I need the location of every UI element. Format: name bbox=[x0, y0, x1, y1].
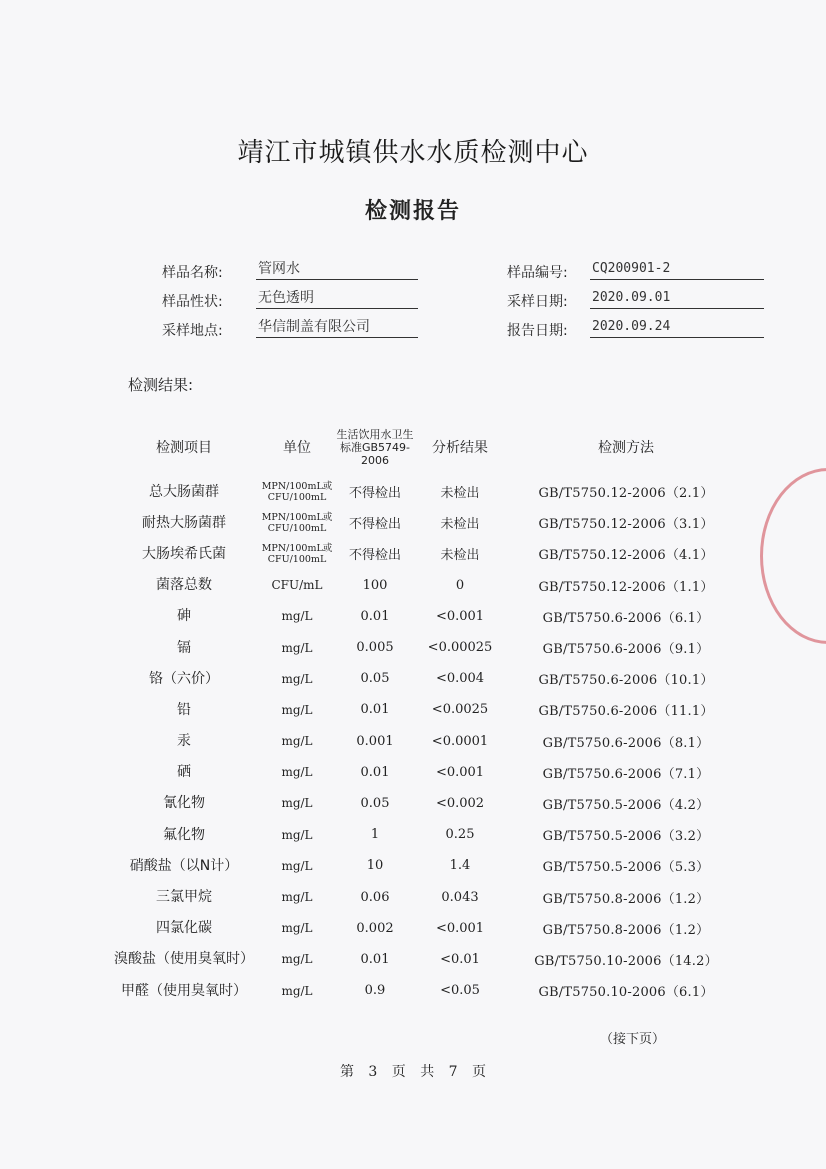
header-method: 检测方法 bbox=[598, 440, 654, 456]
row-result: 1.4 bbox=[449, 858, 471, 874]
row-standard: 0.01 bbox=[360, 764, 390, 780]
row-unit: mg/L bbox=[281, 734, 313, 749]
table-row bbox=[108, 538, 748, 569]
row-unit: mg/L bbox=[281, 609, 313, 624]
row-method: GB/T5750.6-2006（10.1） bbox=[538, 673, 714, 689]
row-standard: 不得检出 bbox=[348, 486, 401, 502]
header-unit: 单位 bbox=[283, 440, 311, 456]
sample-date-label: 采样日期: bbox=[507, 294, 568, 310]
row-item: 砷 bbox=[177, 608, 191, 625]
sample-location-value: 华信制盖有限公司 bbox=[256, 317, 418, 338]
table-row bbox=[108, 476, 748, 507]
row-result: <0.001 bbox=[435, 608, 485, 624]
row-unit: MPN/100mL或CFU/100mL bbox=[261, 480, 333, 503]
row-item: 大肠埃希氏菌 bbox=[142, 545, 226, 562]
row-unit: CFU/mL bbox=[271, 578, 323, 593]
row-unit: mg/L bbox=[281, 921, 313, 936]
row-unit: mg/L bbox=[281, 983, 313, 998]
sample-location-label: 采样地点: bbox=[162, 323, 223, 339]
sample-nature-label: 样品性状: bbox=[162, 294, 223, 310]
row-item: 菌落总数 bbox=[156, 577, 212, 594]
row-unit: MPN/100mL或CFU/100mL bbox=[261, 542, 333, 565]
row-unit: mg/L bbox=[281, 952, 313, 967]
row-method: GB/T5750.12-2006（1.1） bbox=[538, 579, 714, 595]
row-method: GB/T5750.6-2006（6.1） bbox=[542, 610, 710, 626]
table-row bbox=[108, 757, 748, 788]
row-item: 氰化物 bbox=[163, 795, 205, 812]
row-result: 未检出 bbox=[440, 486, 480, 502]
table-row bbox=[108, 788, 748, 819]
table-row bbox=[108, 694, 748, 725]
row-method: GB/T5750.12-2006（2.1） bbox=[538, 486, 714, 502]
table-row bbox=[108, 944, 748, 975]
row-unit: MPN/100mL或CFU/100mL bbox=[261, 511, 333, 534]
sample-id-label: 样品编号: bbox=[507, 265, 568, 281]
row-standard: 不得检出 bbox=[348, 517, 401, 533]
row-standard: 0.002 bbox=[356, 920, 394, 936]
header-result: 分析结果 bbox=[432, 440, 488, 456]
row-result: 0.25 bbox=[445, 827, 475, 843]
row-result: 未检出 bbox=[440, 517, 480, 533]
row-standard: 0.05 bbox=[360, 671, 390, 687]
row-item: 硒 bbox=[177, 764, 191, 781]
row-standard: 0.06 bbox=[360, 889, 390, 905]
row-standard: 1 bbox=[370, 827, 380, 843]
row-unit: mg/L bbox=[281, 640, 313, 655]
row-standard: 0.01 bbox=[360, 951, 390, 967]
row-unit: mg/L bbox=[281, 827, 313, 842]
table-row bbox=[108, 570, 748, 601]
row-result: 0.043 bbox=[441, 889, 479, 905]
row-result: <0.004 bbox=[435, 671, 485, 687]
table-row bbox=[108, 819, 748, 850]
row-method: GB/T5750.6-2006（9.1） bbox=[542, 642, 710, 658]
header-item: 检测项目 bbox=[156, 440, 212, 456]
row-item: 氟化物 bbox=[163, 826, 205, 843]
row-standard: 不得检出 bbox=[348, 548, 401, 564]
row-standard: 0.005 bbox=[356, 640, 394, 656]
row-method: GB/T5750.12-2006（3.1） bbox=[538, 517, 714, 533]
row-item: 铬（六价） bbox=[149, 670, 219, 687]
table-row bbox=[108, 632, 748, 663]
row-unit: mg/L bbox=[281, 858, 313, 873]
row-item: 耐热大肠菌群 bbox=[142, 514, 226, 531]
row-item: 三氯甲烷 bbox=[156, 889, 212, 906]
row-unit: mg/L bbox=[281, 765, 313, 780]
report-date-label: 报告日期: bbox=[507, 323, 568, 339]
organization-title: 靖江市城镇供水水质检测中心 bbox=[237, 138, 589, 168]
row-standard: 0.01 bbox=[360, 608, 390, 624]
row-method: GB/T5750.12-2006（4.1） bbox=[538, 548, 714, 564]
row-result: 未检出 bbox=[440, 548, 480, 564]
row-unit: mg/L bbox=[281, 796, 313, 811]
sample-nature-value: 无色透明 bbox=[256, 288, 418, 309]
row-method: GB/T5750.10-2006（14.2） bbox=[534, 953, 718, 969]
table-row bbox=[108, 601, 748, 632]
row-unit: mg/L bbox=[281, 702, 313, 717]
table-row bbox=[108, 507, 748, 538]
table-row bbox=[108, 881, 748, 912]
row-unit: mg/L bbox=[281, 671, 313, 686]
sample-date-value: 2020.09.01 bbox=[590, 288, 764, 309]
sample-id-value: CQ200901-2 bbox=[590, 259, 764, 280]
row-result: 0 bbox=[455, 577, 465, 593]
row-method: GB/T5750.5-2006（5.3） bbox=[542, 860, 710, 876]
row-result: <0.0025 bbox=[431, 702, 489, 718]
header-standard: 生活饮用水卫生标准GB5749-2006 bbox=[336, 427, 414, 467]
row-result: <0.001 bbox=[435, 920, 485, 936]
table-row bbox=[108, 913, 748, 944]
row-item: 铅 bbox=[177, 701, 191, 718]
row-method: GB/T5750.6-2006（7.1） bbox=[542, 766, 710, 782]
row-result: <0.0001 bbox=[431, 733, 489, 749]
results-label: 检测结果: bbox=[128, 376, 194, 394]
sample-name-value: 管网水 bbox=[256, 259, 418, 280]
table-row bbox=[108, 975, 748, 1006]
table-row bbox=[108, 726, 748, 757]
row-result: <0.001 bbox=[435, 764, 485, 780]
row-result: <0.05 bbox=[440, 983, 480, 999]
row-standard: 0.05 bbox=[360, 795, 390, 811]
table-row bbox=[108, 850, 748, 881]
results-table bbox=[108, 418, 748, 1006]
row-standard: 0.9 bbox=[364, 983, 386, 999]
row-item: 溴酸盐（使用臭氧时） bbox=[114, 951, 254, 968]
row-method: GB/T5750.10-2006（6.1） bbox=[538, 985, 714, 1001]
row-result: <0.01 bbox=[440, 951, 480, 967]
row-standard: 10 bbox=[366, 858, 384, 874]
continued-note: （接下页） bbox=[600, 1032, 666, 1047]
row-item: 甲醛（使用臭氧时） bbox=[121, 982, 247, 999]
red-seal-stamp bbox=[760, 468, 826, 644]
row-standard: 0.01 bbox=[360, 702, 390, 718]
report-date-value: 2020.09.24 bbox=[590, 317, 764, 338]
row-standard: 0.001 bbox=[356, 733, 394, 749]
row-item: 硝酸盐（以N计） bbox=[129, 857, 239, 874]
table-header-row bbox=[108, 418, 748, 476]
report-title: 检测报告 bbox=[364, 199, 461, 224]
row-item: 总大肠菌群 bbox=[149, 483, 219, 500]
table-row bbox=[108, 663, 748, 694]
row-item: 四氯化碳 bbox=[156, 920, 212, 937]
sample-name-label: 样品名称: bbox=[162, 265, 223, 281]
row-method: GB/T5750.6-2006（8.1） bbox=[542, 735, 710, 751]
row-method: GB/T5750.5-2006（4.2） bbox=[542, 797, 710, 813]
row-unit: mg/L bbox=[281, 890, 313, 905]
page-number: 第 3 页 共 7 页 bbox=[339, 1064, 487, 1080]
row-method: GB/T5750.6-2006（11.1） bbox=[538, 704, 714, 720]
row-result: <0.00025 bbox=[427, 640, 493, 656]
row-result: <0.002 bbox=[435, 795, 485, 811]
row-item: 汞 bbox=[177, 733, 191, 750]
row-method: GB/T5750.8-2006（1.2） bbox=[542, 891, 710, 907]
row-method: GB/T5750.5-2006（3.2） bbox=[542, 829, 710, 845]
row-standard: 100 bbox=[362, 577, 388, 593]
row-item: 镉 bbox=[177, 639, 191, 656]
row-method: GB/T5750.8-2006（1.2） bbox=[542, 922, 710, 938]
